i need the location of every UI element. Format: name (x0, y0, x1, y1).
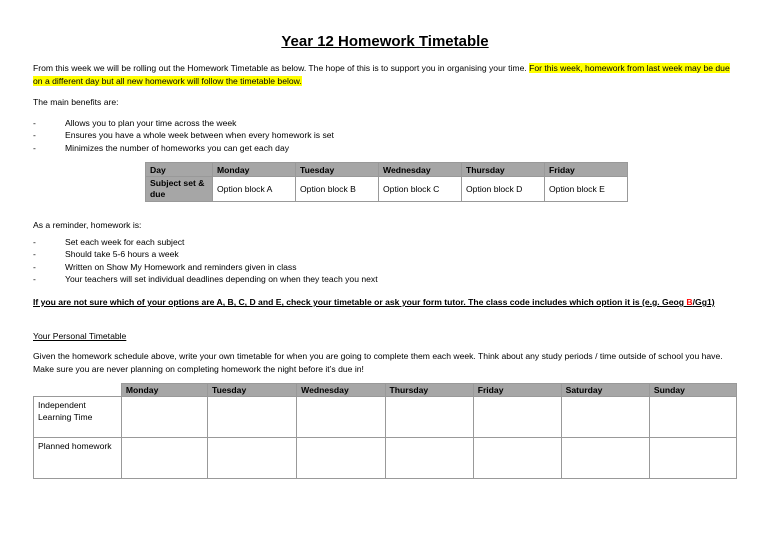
timetable-cell[interactable] (385, 438, 473, 479)
notice-text: If you are not sure which of your options are A, B, C, D and E, check your timetable or ask your form tutor. The class code includes which option it is (e.g. Geog (33, 297, 687, 307)
timetable-cell[interactable] (561, 438, 649, 479)
intro-highlighted-text: For this week, homework from last week may be due on a different day but all new homework will follow the timetable below. (33, 63, 730, 86)
reminder-item: - Your teachers will set individual deadlines depending on when they teach you next (33, 273, 378, 285)
reminder-heading: As a reminder, homework is: (33, 220, 142, 230)
reminder-list (33, 236, 378, 285)
header-cell-thursday: Thursday (462, 163, 545, 177)
timetable-cell[interactable] (208, 438, 297, 479)
intro-text: From this week we will be rolling out the Homework Timetable as below. The hope of this is to support you in organising your time. (33, 63, 530, 73)
options-notice (33, 297, 737, 307)
header-cell-blank (34, 384, 122, 397)
reminder-item: - Should take 5-6 hours a week (33, 248, 378, 260)
table-row (34, 397, 737, 438)
notice-text-end: /Gg1) (692, 297, 715, 307)
row-label-subject-set: Subject set & due (146, 177, 213, 202)
intro-paragraph (33, 62, 737, 88)
table-header-row (146, 163, 628, 177)
header-cell-monday: Monday (213, 163, 296, 177)
table-cell: Option block E (545, 177, 628, 202)
benefit-item: - Allows you to plan your time across the week (33, 117, 334, 129)
timetable-cell[interactable] (121, 438, 207, 479)
header-cell-wednesday: Wednesday (297, 384, 385, 397)
header-cell-friday: Friday (473, 384, 561, 397)
row-label-independent-learning: Independent Learning Time (34, 397, 122, 438)
row-label-planned-homework: Planned homework (34, 438, 122, 479)
table-cell: Option block D (462, 177, 545, 202)
timetable-cell[interactable] (121, 397, 207, 438)
header-cell-thursday: Thursday (385, 384, 473, 397)
notice-red-letter: B (686, 297, 693, 307)
personal-timetable-table (33, 383, 737, 479)
reminder-item: - Written on Show My Homework and reminders given in class (33, 261, 378, 273)
timetable-cell[interactable] (649, 397, 736, 438)
table-cell: Option block C (379, 177, 462, 202)
benefits-heading: The main benefits are: (33, 97, 119, 107)
benefits-list (33, 117, 334, 154)
timetable-cell[interactable] (208, 397, 297, 438)
header-cell-saturday: Saturday (561, 384, 649, 397)
schedule-instructions: Given the homework schedule above, write your own timetable for when you are going to complete them each week. Think about any study periods / time outside of school you have. Make sure you are never planning on completing homework the night before it’s due in! (33, 351, 723, 374)
timetable-cell[interactable] (297, 438, 385, 479)
table-row (34, 438, 737, 479)
document-title: Year 12 Homework Timetable (281, 33, 489, 50)
timetable-cell[interactable] (297, 397, 385, 438)
table-cell: Option block B (296, 177, 379, 202)
header-cell-sunday: Sunday (649, 384, 736, 397)
header-cell-friday: Friday (545, 163, 628, 177)
header-cell-tuesday: Tuesday (208, 384, 297, 397)
table-cell: Option block A (213, 177, 296, 202)
timetable-cell[interactable] (473, 397, 561, 438)
header-cell-monday: Monday (121, 384, 207, 397)
header-cell-wednesday: Wednesday (379, 163, 462, 177)
timetable-cell[interactable] (473, 438, 561, 479)
header-cell-day: Day (146, 163, 213, 177)
benefit-item: - Minimizes the number of homeworks you can get each day (33, 142, 334, 154)
homework-schedule-table (145, 162, 628, 202)
table-row (146, 177, 628, 202)
timetable-cell[interactable] (385, 397, 473, 438)
table-header-row (34, 384, 737, 397)
timetable-cell[interactable] (649, 438, 736, 479)
timetable-cell[interactable] (561, 397, 649, 438)
benefit-item: - Ensures you have a whole week between when every homework is set (33, 129, 334, 141)
personal-timetable-heading: Your Personal Timetable (33, 331, 127, 341)
reminder-item: - Set each week for each subject (33, 236, 378, 248)
header-cell-tuesday: Tuesday (296, 163, 379, 177)
